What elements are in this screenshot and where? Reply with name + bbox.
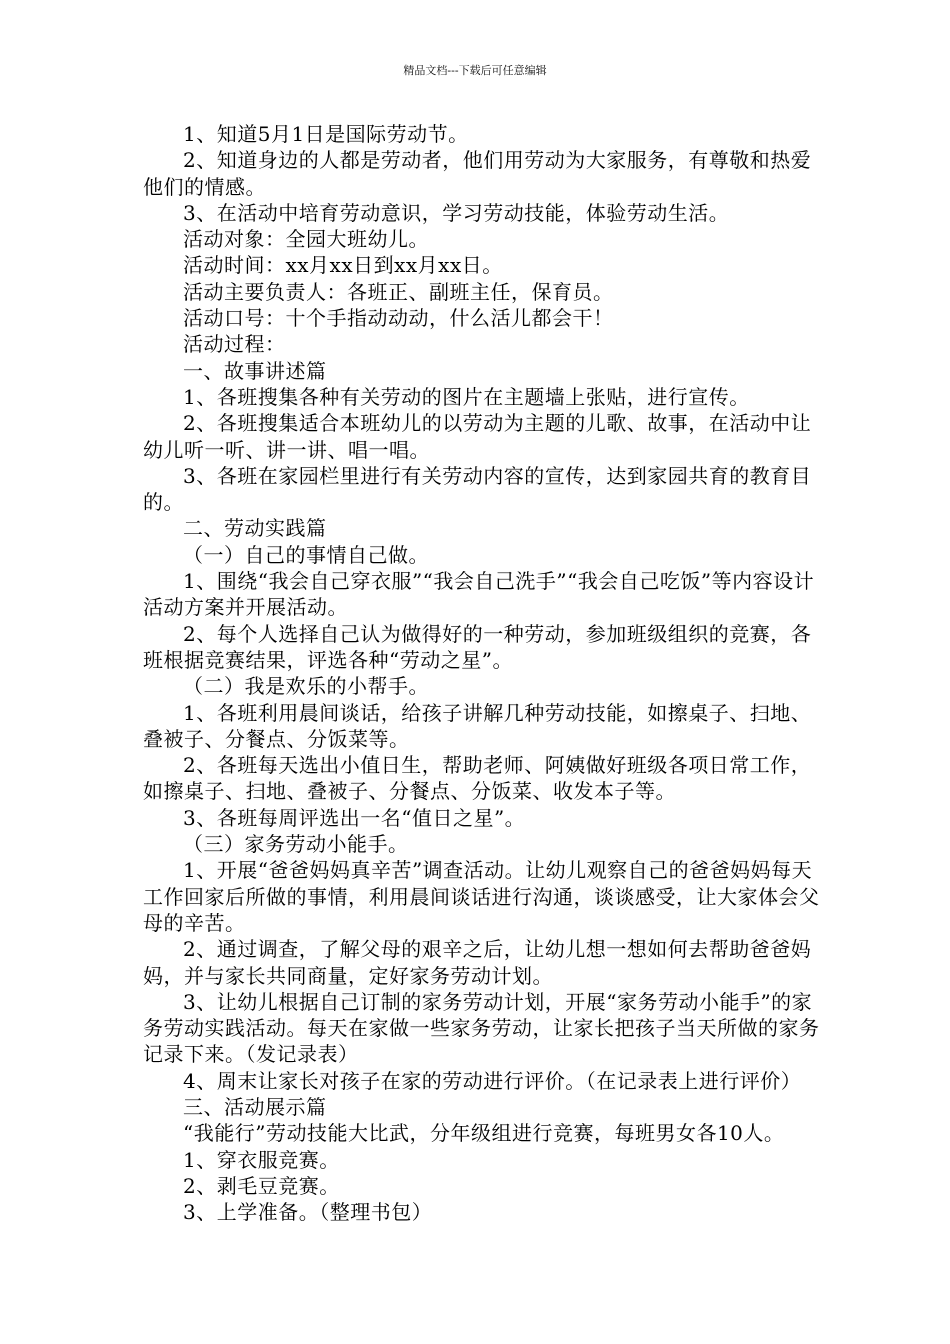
paragraph: 2、知道身边的人都是劳动者，他们用劳动为大家服务，有尊敬和热爱他们的情感。 <box>143 148 812 199</box>
paragraph: 活动过程： <box>183 332 286 357</box>
paragraph: 1、穿衣服竞赛。 <box>183 1147 340 1172</box>
paragraph: 2、每个人选择自己认为做得好的一种劳动，参加班级组织的竞赛，各班根据竞赛结果，评选各种“劳动之星”。 <box>143 621 812 672</box>
paragraph: 活动时间：xx月xx日到xx月xx日。 <box>183 253 503 278</box>
section-heading: 三、活动展示篇 <box>183 1094 327 1119</box>
paragraph: 3、各班每周评选出一名“值日之星”。 <box>183 805 526 830</box>
paragraph: 1、知道5月1日是国际劳动节。 <box>183 122 469 146</box>
paragraph: 1、围绕“我会自己穿衣服”“我会自己洗手”“我会自己吃饭”等内容设计活动方案并开展活动。 <box>143 569 815 620</box>
paragraph: 3、在活动中培育劳动意识，学习劳动技能，体验劳动生活。 <box>183 200 730 225</box>
paragraph: 1、各班搜集各种有关劳动的图片在主题墙上张贴，进行宣传。 <box>183 384 750 409</box>
section-heading: 一、故事讲述篇 <box>183 358 327 383</box>
paragraph: 2、剥毛豆竞赛。 <box>183 1173 340 1198</box>
paragraph: “我能行”劳动技能大比武，分年级组进行竞赛，每班男女各10人。 <box>183 1121 785 1146</box>
paragraph: 2、各班搜集适合本班幼儿的以劳动为主题的儿歌、故事，在活动中让幼儿听一听、讲一讲、唱一唱。 <box>143 411 812 462</box>
paragraph: 3、上学准备。（整理书包） <box>183 1200 433 1225</box>
subsection-heading: （二）我是欢乐的小帮手。 <box>183 674 429 699</box>
paragraph: 3、各班在家园栏里进行有关劳动内容的宣传，达到家园共育的教育目的。 <box>143 463 812 515</box>
paragraph: 2、通过调查，了解父母的艰辛之后，让幼儿想一想如何去帮助爸爸妈妈，并与家长共同商量，定好家务劳动计划。 <box>143 937 812 988</box>
paragraph: 4、周末让家长对孩子在家的劳动进行评价。（在记录表上进行评价） <box>183 1068 802 1093</box>
paragraph: 1、开展“爸爸妈妈真辛苦”调查活动。让幼儿观察自己的爸爸妈妈每天工作回家后所做的事情，利用晨间谈话进行沟通，谈谈感受，让大家体会父母的辛苦。 <box>143 858 820 935</box>
paragraph: 活动对象：全园大班幼儿。 <box>183 227 429 252</box>
page-header: 精品文档---下载后可任意编辑 <box>403 64 547 77</box>
document-body <box>143 121 823 1225</box>
paragraph: 3、让幼儿根据自己订制的家务劳动计划，开展“家务劳动小能手”的家务劳动实践活动。每天在家做一些家务劳动，让家长把孩子当天所做的家务记录下来。（发记录表） <box>143 989 820 1067</box>
paragraph: 活动口号：十个手指动动动，什么活儿都会干！ <box>183 306 614 331</box>
section-heading: 二、劳动实践篇 <box>183 516 327 541</box>
paragraph: 1、各班利用晨间谈话，给孩子讲解几种劳动技能，如擦桌子、扫地、叠被子、分餐点、分饭菜等。 <box>143 700 812 751</box>
paragraph: 2、各班每天选出小值日生，帮助老师、阿姨做好班级各项日常工作，如擦桌子、扫地、叠被子、分餐点、分饭菜、收发本子等。 <box>143 753 812 804</box>
paragraph: 活动主要负责人：各班正、副班主任，保育员。 <box>183 279 614 304</box>
subsection-heading: （一）自己的事情自己做。 <box>183 542 429 567</box>
subsection-heading: （三）家务劳动小能手。 <box>183 832 409 857</box>
